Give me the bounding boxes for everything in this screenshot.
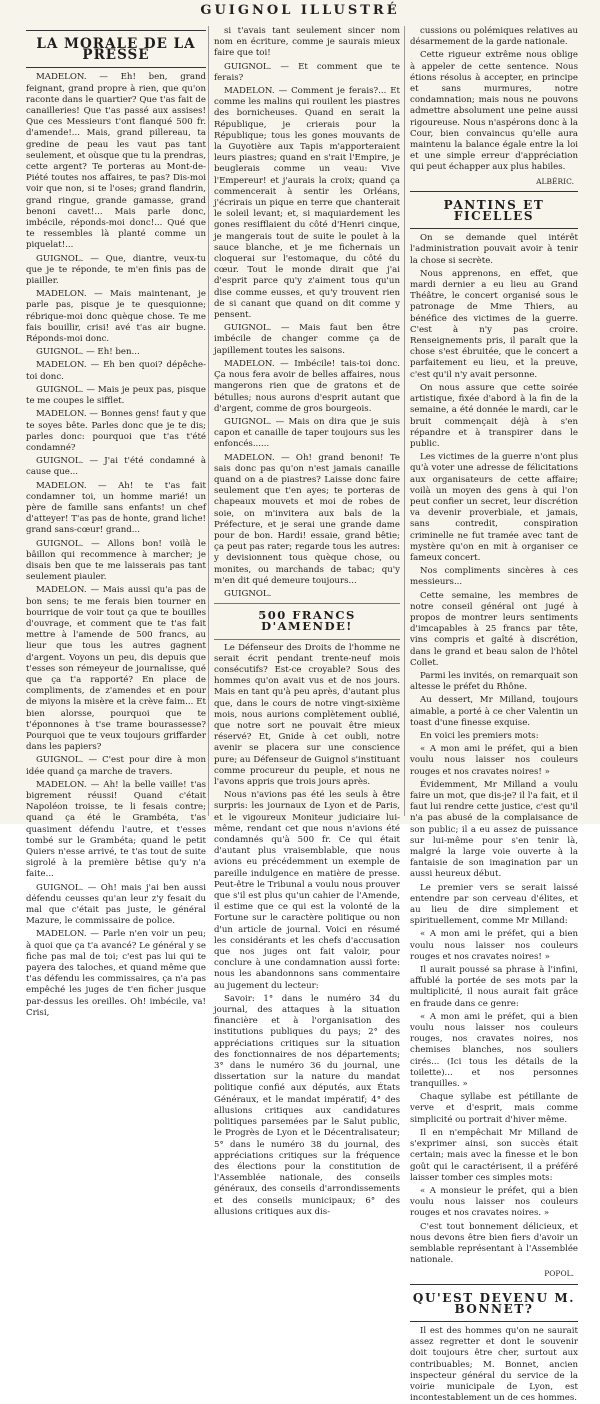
paragraph: GUIGNOL. — Que, diantre, veux-tu que je te réponde, te m'en finis pas de piailler. [26, 253, 206, 287]
paragraph: En voici les premiers mots: [420, 730, 539, 741]
paragraph: si t'avais tant seulement sincer nom nom en écriture, comme je saurais mieux faire que toi! [214, 26, 400, 59]
paragraph: Nous n'avions pas été les seuls à être surpris: les journaux de Lyon et de Paris, et le vigoureux Moniteur judiciaire lui-même, rendant cet que nous n'avions été condamnés qu'à 500 fr. Ce qui était d'autant plus vraisemblable, que nous avions eu précédemment un exemple de pareille indulgence en matière de presse. Peut-être le Tribunal a voulu nous prouver que s'il est plus qu'un cahier de l'Amende, il estime que ce qui est la volonté de la Fortune sur le caractère politique ou non d'un article de journal. Voici en résumé les considérants et les chefs d'accusation que nos juges ont fait valoir, pour conclure à une condamnation aussi forte: nous les abandonnons sans commentaire au jugement du lecteur: [214, 790, 400, 991]
paragraph: MADELON. — Imbécile! tais-toi donc. Ça nous fera avoir de belles affaires, nous mangerons rien que de gratons et de bétulles; nous aurons d'esprit autant que d'argent, comme de gros bourgeois. [214, 358, 400, 414]
article-body [410, 233, 578, 1266]
paragraph: Nos compliments sincères à ces messieurs... [410, 566, 578, 588]
title-rule [26, 30, 206, 31]
title-rule [26, 67, 206, 68]
paragraph: MADELON. — Oh! grand benoni! Te sais donc pas qu'on n'est jamais canaille quand on a de piastres? Laisse donc faire seulement que t'en ayes; te porteras de chapeaux mouvets et moi de robes de soie, on m'invitera aux bals de la Préfecture, et je serai une grande dame pour de bon. Hardi! essaie, grand bêtie; ça peut pas rater; regarde tous les autres: y devisionnent tous quèque chose, ou monites, ou marchands de tabac; qu'y m'en dit qué demeure toujours... [214, 452, 400, 586]
paragraph: cussions ou polémiques relatives au désarmement de la garde nationale. [410, 26, 578, 48]
column-divider [404, 26, 405, 816]
paragraph: MADELON. — Bonnes gens! faut y que te soyes bête. Parles donc que je te dis; parles donc: pourquoi que t'as t'été condamné? [26, 409, 206, 453]
paragraph: Il aurait poussé sa phrase à l'infini, affublé la portée de ses mots par la multiplicité, il nous aurait fait grâce en fraude dans ce genre: [410, 965, 578, 1009]
paragraph: « A monsieur le préfet, qui a bien voulu nous laisser nos couleurs rouges et nos cravates noires. » [410, 1185, 578, 1219]
paragraph: Savoir: 1° dans le numéro 34 du journal, des attaques à la situation financière et à l'organisation des institutions publiques du pays; 2° des appréciations critiques sur la situation des fonctionnaires de nos départements; 3° dans le numéro 36 du journal, une dissertation sur la nature du mandat politique confié aux députés, aux États Généraux, et le mandat impératif; 4° des allusions critiques aux candidatures politiques parsemées par le Salut public, le Progrès de Lyon et le Décentralisateur; 5° dans le numéro 38 du journal, des appréciations critiques sur la fréquence des élections pour la constitution de l'Assemblée nationale, des conseils généraux, des conseils d'arrondissements et des conseils municipaux; 6° des allusions critiques aux dis- [214, 993, 400, 1217]
article-title: PANTINS ET FICELLES [443, 197, 545, 224]
paragraph: Au dessert, Mr Milland, toujours aimable, a porté à ce cher Valentin un toast d'une finesse exquise. [410, 695, 578, 728]
column-middle [214, 26, 400, 1217]
article-title: LA MORALE DE LA PRESSE [36, 36, 196, 64]
paragraph: Il est des hommes qu'on ne saurait assez regretter et dont le souvenir doit toujours être cher, surtout aux contribuables; M. Bonnet, ancien inspecteur général du service de la voirie municipale de Lyon, est incontestablement un de ces hommes. [410, 1325, 578, 1404]
article-body [26, 72, 206, 1019]
paragraph: MADELON. — Comment je ferais?... Et comme les malins qui rouilent les piastres des bornicheuses. Quand en serait la République, je crierais pour la République; tous les gones mouvants de la Guyotière aux Tapis m'apporteraient leurs piastres; quand en s'rait l'Empire, je beuglerais comme un veau: Vive l'Empereur! et j'aurais la croix; quand ça commencerait à sentir les Orléans, j'écrirais un pique en terre que chanterait le soleil levant; et, si maquiardement les gones resifflaient du côté d'Henri cinque, je mangerais tout de suite le poulet à la sauce blanche, et je me fichernais un cloquerai sur l'estomaque, du côté du cœur. Tout le monde dirait que j'ai d'esprit parce qu'y z'aiment tous qu'un dise comme eusses, et qu'y trouvent rien de si canant que quand on dit comme y pensent. [214, 86, 400, 321]
paragraph: GUIGNOL. — C'est pour dire à mon idée quand ça marche de travers. [26, 755, 206, 777]
article-body [410, 1326, 578, 1404]
paragraph: GUIGNOL. — Eh! ben... [36, 347, 140, 358]
masthead: GUIGNOL ILLUSTRÉ [200, 3, 400, 18]
paragraph: GUIGNOL. — Oh! mais j'ai ben aussi défendu ceusses qu'an leur z'y fesait du mal que c'était pas juste, le général Mazure, le commissaire de police. [26, 882, 206, 927]
paragraph: MADELON. — Mais aussi qu'a pas de bon sens; te me ferais bien tourner en bourrique de voir tout ça que te bouilles d'ouvrage, et comment que te t'as fait mettre à l'amende de 500 francs, au lieur que tous les autres gagnent d'argent. Voyons un peu, dis depuis que t'esses son rémeyeur de journalisse, qué que ça t'a rapporté? En place de compliments, de z'amendes et en pour de miyons la misère et la crève faim... Et bien alorsse, pourquoi que te t'éponnones à t'se trame bourassesse? Pourquoi que te veux toujours griffarder dans les papiers? [26, 585, 206, 753]
paragraph: Nous apprenons, en effet, que mardi dernier a eu lieu au Grand Théâtre, le concert organisé sous le patronage de Mme Thiers, au bénéfice des victimes de la guerre. C'est à n'y pas croire. Renseignements pris, il paraît que la chose s'est ébruitée, que le concert a parfaitement eu lieu, et la preuve, c'est qu'il n'y avait personne. [410, 268, 578, 380]
paragraph: GUIGNOL. [224, 588, 272, 599]
paragraph: GUIGNOL. — Allons bon! voilà le bâillon qui recommence à marcher; je disais ben que te me laisserais pas tant seulement piauler. [26, 538, 206, 583]
column-divider [208, 26, 209, 816]
section-rule [410, 191, 578, 192]
paragraph: Chaque syllabe est pétillante de verve et d'esprit, mais comme simplicité ou portrait d'hiver même. [410, 1092, 578, 1125]
paragraph: Cette rigueur extrême nous oblige à appeler de cette sentence. Nous étions résolus à accepter, en principe et sans murmures, notre condamnation; mais nous ne pouvons admettre absolument une peine aussi rigoureuse. Nous n'aspérons donc à la Cour, bien convaincus qu'elle aura maintenu la balance égale entre la loi et une simple erreur d'appréciation qui peut échapper aux plus habiles. [410, 50, 578, 173]
article-continuation [410, 26, 578, 174]
paragraph: Les victimes de la guerre n'ont plus qu'à voter une adresse de félicitations aux organisateurs de cette affaire; voilà un moyen des gens à qui l'on peut confier un secret, leur discrétion va devenir proverbiale, et jamais, sans contredit, conspiration criminelle ne fut tramée avec tant de mystère qu'on en mit à organiser ce fameux concert. [410, 452, 578, 563]
paragraph: MADELON. — Parle n'en voir un peu; à quoi que ça t'a avancé? Le général y se fiche pas mal de toi; c'est pas lui qui te payera des taloches, et quand même que t'as défendu les commissaires, ça n'a pas empêché les juges de t'en ficher jusque par-dessus les oreilles. Oh! imbécile, va! Crisi, [26, 929, 206, 1018]
section-rule [410, 1284, 578, 1285]
article-body [214, 643, 400, 1218]
column-right [410, 26, 578, 1404]
section-rule [214, 603, 400, 604]
paragraph: GUIGNOL. — Mais faut ben être imbécile de changer comme ça de japillement toutes les saisons. [214, 323, 400, 356]
paragraph: « A mon ami le préfet, qui a bien voulu nous laisser nos couleurs rouges et nos cravates noires! » [410, 929, 578, 962]
paragraph: Il en n'empêchait Mr Milland de s'exprimer ainsi, son succès était certain; mais avec la finesse et le bon goût qui le caractérisent, il a préféré laisser tomber ces simples mots: [410, 1127, 578, 1183]
paragraph: MADELON. — Mais maintenant, je parle pas, pisque je te quesquionne; rébrique-moi donc quèque chose. Te me fais bouillir, crisi! avé t'as air bugne. Réponds-moi donc. [26, 289, 206, 345]
paragraph: « A mon ami le préfet, qui a bien voulu nous laisser nos couleurs rouges, nos cravates noires, nos chemises blanches, nos souliers cirés... (Ici tous les détails de la toilette)... et nos personnes tranquilles. » [410, 1011, 578, 1090]
column-left [26, 26, 206, 1018]
paragraph: MADELON. — Ah! la belle vaille! t'as bigrement réussi! Quand c'était Napoléon troisse, te li fesais contre; quand ça été le Grambéta, t'as quasiment défendu l'autre, et t'esses tombé sur le Grambéta; quand le petit Quiers n'esse arrivé, te t'as tout de suite sigrolé à la première bêtise qu'y n'a faite... [26, 779, 206, 880]
paragraph: On nous assure que cette soirée artistique, fixée d'abord à la fin de la semaine, a été donnée le mardi, car le bruit commençait déjà à s'en répandre et à transpirer dans le public. [410, 382, 578, 449]
paragraph: Cette semaine, les membres de notre conseil général ont jugé à propos de montrer leurs sentiments d'imcapables à 25 francs par tête, vins compris et gaîté à discrétion, dans le grand et beau salon de l'hôtel Collet. [410, 590, 578, 668]
article-title: QU'EST DEVENU M. BONNET? [412, 1290, 576, 1316]
signature: ALBÉRIC. [536, 176, 574, 186]
paragraph: GUIGNOL. — Mais je peux pas, pisque te me coupes le sifflet. [26, 384, 206, 407]
paragraph: MADELON. — Ah! te t'as fait condamner toi, un homme marié! un père de famille sans enfants! un chef d'atteyer! T'as pas de honte, grand liche! grand sans-cœur! grand... [26, 480, 206, 536]
section-rule [410, 1321, 578, 1322]
section-rule [214, 639, 400, 640]
paragraph: GUIGNOL. — J'ai t'été condamné à cause que... [26, 456, 206, 478]
paragraph: Le premier vers se serait laissé entendre par son cerveau d'élites, et au lieu de dire simplement et spirituellement, comme Mr Milland: [410, 882, 578, 927]
paragraph: Évidemment, Mr Milland a voulu faire un mot, que dis-je? il l'a fait, et il faut lui rendre cette justice, c'est qu'il n'a pas abusé de la complaisance de son public; il a eu assez de puissance sur lui-même pour s'en tenir là, malgré la large voie ouverte à la fantaisie de son imagination par un aussi heureux début. [410, 779, 578, 880]
paragraph: « A mon ami le préfet, qui a bien voulu nous laisser nos couleurs rouges et nos cravates noires! » [410, 744, 578, 777]
paragraph: MADELON. — Eh ben quoi? dépêche-toi donc. [26, 360, 206, 382]
article-title: 500 FRANCS D'AMENDE! [258, 608, 356, 634]
paragraph: Parmi les invités, on remarquait son altesse le préfet du Rhône. [410, 670, 578, 693]
paragraph: C'est tout bonnement délicieux, et nous devons être bien fiers d'avoir un semblable représentant à l'Assemblée nationale. [410, 1221, 578, 1266]
section-rule [410, 228, 578, 229]
paragraph: GUIGNOL. — Et comment que te ferais? [214, 61, 400, 83]
paragraph: MADELON. — Eh! ben, grand feignant, grand propre à rien, que qu'on raconte dans le quartier? Que t'as fait de canailleries! Que t'as passé aux assises! Que ces Messieurs t'ont flanqué 500 fr. d'amende!... Mais, grand pillereau, ta gredine de peau les vaut pas tant seulement, et oùsque que tu la prendras, cette argent? Te porteras au Mont-de-Piété toutes nos affaires, te pas? Dis-moi voir que non, si te l'oses; grand flandrin, grand ringue, grande gamasse, grand benoni cavet!... Mais parle donc, imbécile, réponds-moi donc!... Qué que te ressembles là planté comme un piquelat!... [26, 72, 206, 251]
paragraph: GUIGNOL. — Mais on dira que je suis capon et canaille de taper toujours sus les enfoncés...... [214, 416, 400, 450]
paragraph: On se demande quel intérêt l'administration pouvait avoir à tenir la chose si secrète. [410, 233, 578, 266]
signature: POPOL. [544, 1269, 574, 1279]
dialogue-continuation [214, 26, 400, 600]
paragraph: Le Défenseur des Droits de l'homme ne serait écrit pendant trente-neuf mois consécutifs? Est-ce croyable? Sous des hommes qu'on avait vus et de nos jours. Mais en tant qu'à peu après, d'autant plus que, dans le cours de notre vingt-sixième mois, nous aurions complètement oublié, que notre sort ne pouvait être mieux réservé? Et, Gnide à cet oubli, notre avenir se placera sur une conscience pure; au Défenseur de Guignol s'instituant comme procureur du peuple, et nous ne l'avons appris que trois jours après. [214, 642, 400, 787]
